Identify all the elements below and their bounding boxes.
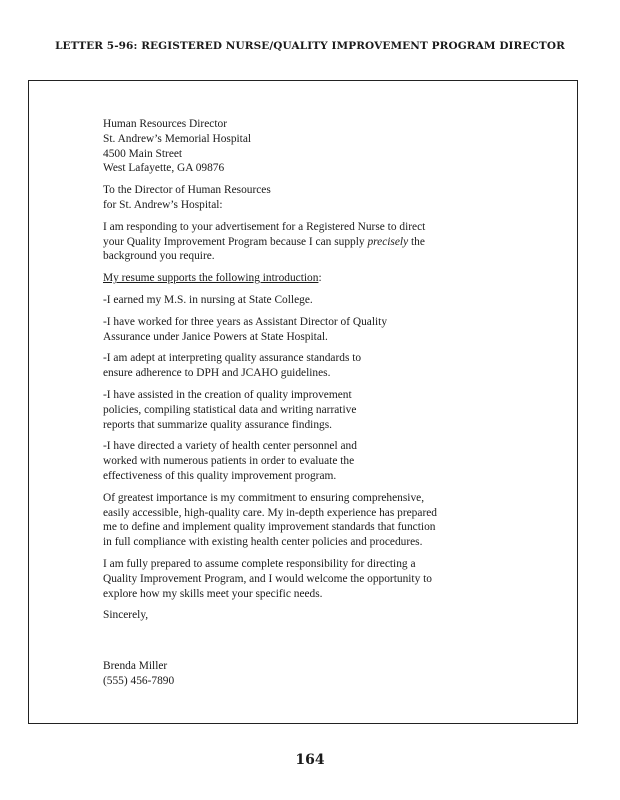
intro-paragraph [103, 220, 483, 264]
qualification-item [103, 293, 483, 308]
paragraph-line: easily accessible, high-quality care. My in-depth experience has prepared [103, 506, 437, 519]
paragraph-line: in full compliance with existing health center policies and procedures. [103, 536, 423, 549]
recipient-address [103, 117, 483, 176]
item-line: effectiveness of this quality improvement program. [103, 469, 337, 482]
signer-phone: (555) 456-7890 [103, 674, 175, 687]
address-line: 4500 Main Street [103, 147, 183, 160]
signer-name: Brenda Miller [103, 660, 168, 673]
paragraph-line: Quality Improvement Program, and I would welcome the opportunity to [103, 572, 432, 585]
paragraph-line: explore how my skills meet your specific needs. [103, 587, 323, 600]
item-line: -I have directed a variety of health center personnel and [103, 440, 357, 453]
salutation [103, 183, 483, 213]
page-number: 164 [295, 752, 325, 768]
paragraph-line: I am fully prepared to assume complete responsibility for directing a [103, 557, 416, 570]
item-line: -I earned my M.S. in nursing at State College. [103, 293, 313, 306]
salutation-line: for St. Andrew’s Hospital: [103, 198, 223, 211]
paragraph-line: me to define and implement quality improvement standards that function [103, 521, 436, 534]
intro-line: I am responding to your advertisement for a Registered Nurse to direct [103, 220, 426, 233]
address-line: Human Resources Director [103, 118, 227, 130]
intro-line-text: your Quality Improvement Program because I can supply [103, 235, 368, 248]
address-line: St. Andrew’s Memorial Hospital [103, 132, 252, 145]
item-line: policies, compiling statistical data and writing narrative [103, 403, 357, 416]
intro-emphasis: precisely [367, 235, 409, 248]
item-line: -I have assisted in the creation of quality improvement [103, 388, 352, 401]
address-line: West Lafayette, GA 09876 [103, 162, 225, 175]
commitment-paragraph [103, 491, 483, 550]
resume-intro [103, 271, 483, 286]
letter-body [103, 117, 483, 689]
qualification-item [103, 315, 483, 345]
qualification-item [103, 439, 483, 483]
resume-intro-underlined: My resume supports the following introduction [103, 272, 319, 285]
item-line: reports that summarize quality assurance findings. [103, 418, 333, 431]
intro-line-text: the [408, 235, 425, 248]
qualification-item [103, 388, 483, 432]
page-header-title: LETTER 5-96: REGISTERED NURSE/QUALITY IMPROVEMENT PROGRAM DIRECTOR [55, 40, 565, 52]
sign-off-text: Sincerely, [103, 609, 149, 622]
signature-block [103, 659, 483, 689]
resume-intro-colon: : [318, 272, 322, 285]
item-line: ensure adherence to DPH and JCAHO guidelines. [103, 367, 331, 380]
item-line: -I am adept at interpreting quality assurance standards to [103, 352, 362, 365]
qualification-item [103, 351, 483, 381]
intro-line: background you require. [103, 250, 215, 263]
intro-line [103, 235, 483, 250]
sign-off [103, 608, 483, 623]
item-line: -I have worked for three years as Assistant Director of Quality [103, 315, 388, 328]
salutation-line: To the Director of Human Resources [103, 184, 271, 197]
paragraph-line: Of greatest importance is my commitment to ensuring comprehensive, [103, 491, 425, 504]
item-line: worked with numerous patients in order to evaluate the [103, 455, 355, 468]
closing-paragraph [103, 557, 483, 601]
item-line: Assurance under Janice Powers at State Hospital. [103, 330, 328, 343]
